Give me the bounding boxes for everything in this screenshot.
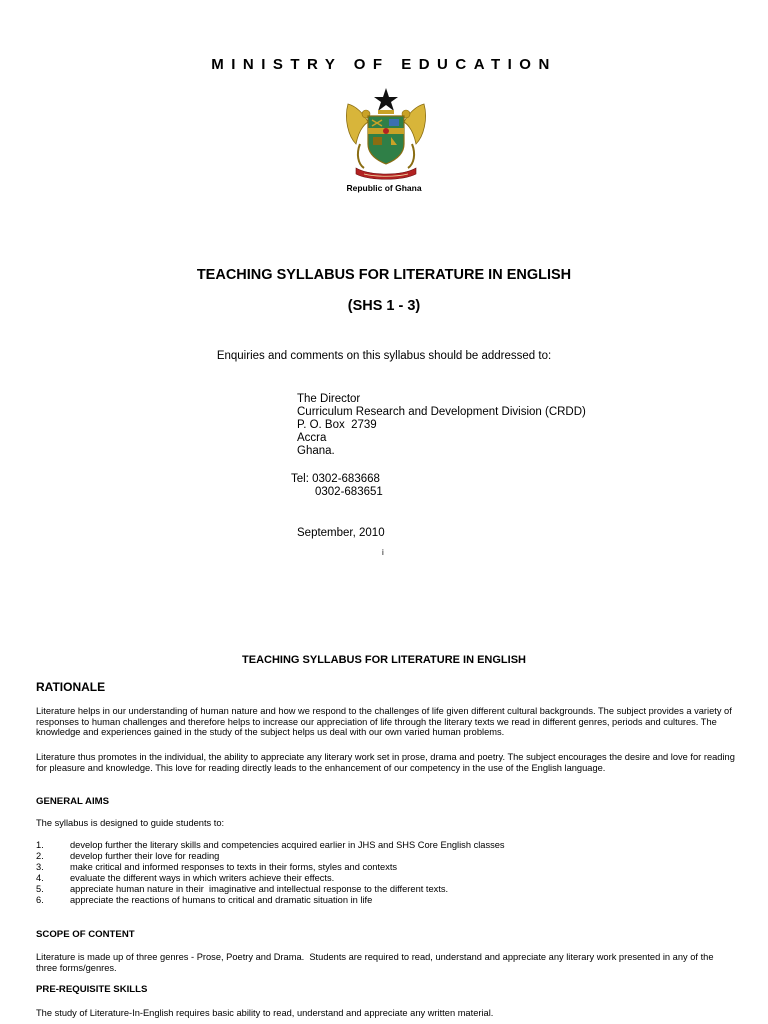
syllabus-title: TEACHING SYLLABUS FOR LITERATURE IN ENGLISH <box>196 267 572 283</box>
aims-list-item <box>36 862 505 873</box>
prerequisite-paragraph: The study of Literature-In-English requires basic ability to read, understand and appreciate any written material. <box>36 1008 494 1018</box>
address-line: The Director <box>297 393 361 405</box>
publication-date: September, 2010 <box>297 527 385 539</box>
coat-of-arms-icon <box>342 84 430 182</box>
scope-heading: SCOPE OF CONTENT <box>36 929 135 940</box>
aim-text: develop further their love for reading <box>70 851 220 861</box>
aims-list-item <box>36 884 505 895</box>
rationale-paragraph: Literature thus promotes in the individual, the ability to appreciate any literary work set in prose, drama and poetry. The subject encourages the desire and love for reading for pleasure and knowledge. This love for reading directly leads to the enhancement of our competency in the use of the English language. <box>36 752 735 773</box>
aims-list-item <box>36 895 505 906</box>
aim-text: evaluate the different ways in which writers achieve their effects. <box>70 873 335 883</box>
aim-number: 1. <box>36 840 44 850</box>
aims-intro: The syllabus is designed to guide students to: <box>36 818 225 828</box>
enquiries-text: Enquiries and comments on this syllabus should be addressed to: <box>216 350 552 362</box>
aims-list-item <box>36 840 505 851</box>
aim-number: 5. <box>36 884 44 894</box>
address-line: Curriculum Research and Development Division (CRDD) <box>297 406 586 418</box>
prerequisite-heading: PRE-REQUISITE SKILLS <box>36 984 148 995</box>
aims-list-item <box>36 851 505 862</box>
aim-text: appreciate the reactions of humans to critical and dramatic situation in life <box>70 895 373 905</box>
aim-text: make critical and informed responses to texts in their forms, styles and contexts <box>70 862 398 872</box>
telephone-block <box>291 473 383 499</box>
tel-number: 0302-683651 <box>315 486 383 498</box>
tel-label: Tel: <box>291 473 309 485</box>
rationale-paragraph: Literature helps in our understanding of human nature and how we respond to the challenges of life given different cultural backgrounds. The subject provides a variety of responses to human challenges and therefore helps to increase our appreciation of life through the literary texts we read in different genres, periods and cultures. The knowledge and experiences gained in the study of the subject helps us deal with our own varied human problems. <box>36 706 732 738</box>
scope-paragraph: Literature is made up of three genres - Prose, Poetry and Drama. Students are required to read, understand and appreciate any literary work presented in any of the three forms/genres. <box>36 952 717 973</box>
aim-number: 4. <box>36 873 44 883</box>
tel-number: 0302-683668 <box>312 473 380 485</box>
address-block <box>297 393 586 458</box>
aims-list-item <box>36 873 505 884</box>
crest-caption: Republic of Ghana <box>346 183 422 193</box>
ministry-heading: MINISTRY OF EDUCATION <box>211 56 557 73</box>
address-line: Accra <box>297 432 327 444</box>
address-line: Ghana. <box>297 445 335 457</box>
aim-text: appreciate human nature in their imaginative and intellectual response to the different texts. <box>70 884 449 894</box>
aims-list <box>36 840 505 906</box>
aim-number: 3. <box>36 862 44 872</box>
page-number: i <box>382 548 384 557</box>
aim-number: 6. <box>36 895 44 905</box>
general-aims-heading: GENERAL AIMS <box>36 796 110 807</box>
rationale-heading: RATIONALE <box>36 680 106 694</box>
aim-text: develop further the literary skills and competencies acquired earlier in JHS and SHS Core English classes <box>70 840 505 850</box>
syllabus-subtitle: (SHS 1 - 3) <box>347 298 421 314</box>
section-title: TEACHING SYLLABUS FOR LITERATURE IN ENGLISH <box>242 654 526 666</box>
aim-number: 2. <box>36 851 44 861</box>
address-line: P. O. Box 2739 <box>297 419 377 431</box>
